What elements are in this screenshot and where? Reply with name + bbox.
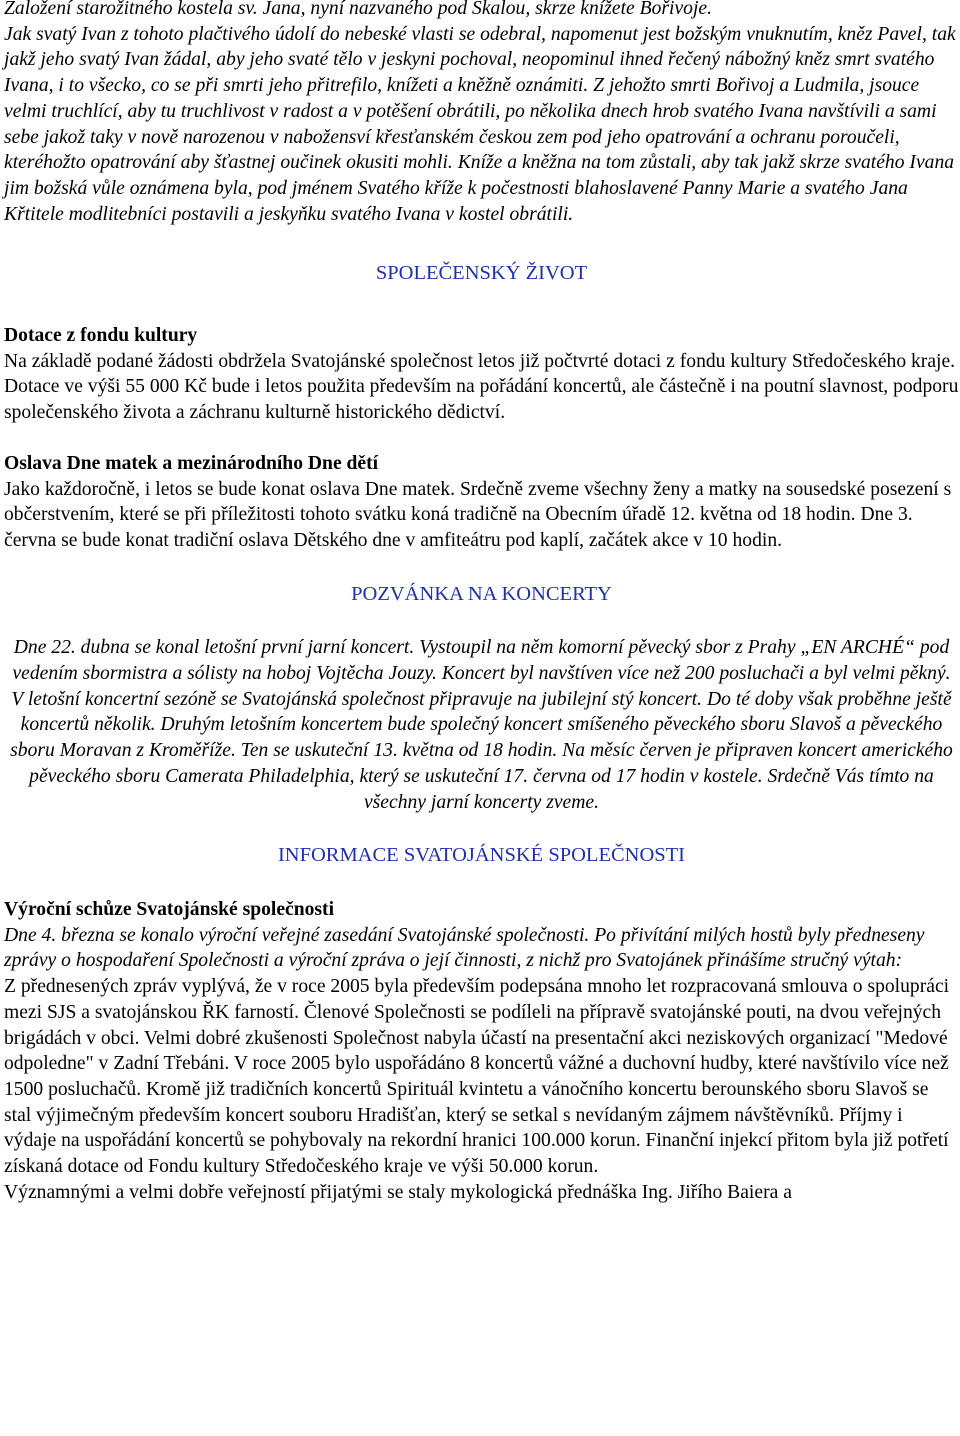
celebration-title: Oslava Dne matek a mezinárodního Dne dětí <box>4 452 379 474</box>
meeting-report: Z přednesených zpráv vyplývá, že v roce 2005 byla především podepsána mnoho let rozpracovaná smlouva o spolupráci mezi SJS a svatojánskou ŘK farností. Členové Společnosti se podíleli na přípravě svatojánské pouti, na dvou veřejných brigádách v obci. Velmi dobré zkušenosti Společnost nabyla účastí na presentační akci neziskových organizací "Medové odpoledne" v Zadní Třebáni. V roce 2005 bylo uspořádáno 8 koncertů vážné a duchovní hudby, které navštívilo více než 1500 posluchačů. Kromě již tradičních koncertů Spirituál kvintetu a vánočního koncertu berounského sboru Slavoš se stal výjimečným především koncert souboru Hradišťan, který se setkal s nevídaným zájmem návštěvníků. Příjmy i výdaje na uspořádání koncertů se pohybovaly na rekordní hranici 100.000 korun. Finanční injekcí přitom byla již potřetí získaná dotace od Fondu kultury Středočeského kraje ve výši 50.000 korun. <box>4 976 950 1178</box>
concerts-paragraph-2: V letošní koncertní sezóně se Svatojánská společnost připravuje na jubilejní stý koncert. Do té doby však proběhne ještě koncertů několik. Druhým letošním koncertem bude společný koncert smíšeného pěveckého sboru Slavoš a pěveckého sboru Moravan z Kroměříže. Ten se uskuteční 13. května od 18 hodin. Na měsíc červen je připraven koncert amerického pěveckého sboru Camerata Philadelphia, který se uskuteční 17. června od 17 hodin v kostele. Srdečně Vás tímto na všechny jarní koncerty zveme. <box>10 688 953 813</box>
grant-text: Na základě podané žádosti obdržela Svatojánské společnost letos již počtvrté dotaci z fondu kultury Středočeského kraje. Dotace ve výši 55 000 Kč bude i letos použita především na pořádání koncertů, ale částečně i na poutní slavnost, podporu společenského života a záchranu kulturně historického dědictví. <box>4 350 959 424</box>
intro-section <box>4 0 959 227</box>
celebration-text: Jako každoročně, i letos se bude konat oslava Dne matek. Srdečně zveme všechny ženy a matky na sousedské posezení s občerstvením, které se při příležitosti tohoto svátku koná tradičně na Obecním úřadě 12. května od 18 hodin. Dne 3. června se bude konat tradiční oslava Dětského dne v amfiteátru pod kaplí, začátek akce v 10 hodin. <box>4 478 952 551</box>
document-page <box>4 0 959 1205</box>
grant-title: Dotace z fondu kultury <box>4 325 198 347</box>
heading-social-life: SPOLEČENSKÝ ŽIVOT <box>375 262 588 285</box>
intro-paragraph <box>4 22 959 228</box>
intro-text-3: Kníže a kněžna na tom zůstali, aby tak jakž skrze svatého Ivana jim božská vůle oznámena byla, pod jménem Svatého kříže k počestnosti blahoslavené Panny Marie a svatého Jana Křtitele modlitebníci postavili a jeskyňku svatého Ivana v kostel obrátili. <box>4 152 955 225</box>
concerts-paragraph-1: Dne 22. dubna se konal letošní první jarní koncert. Vystoupil na něm komorní pěvecký sbor z Prahy „EN ARCHÉ“ pod vedením sbormistra a sólisty na hoboj Vojtěcha Jouzy. Koncert byl navštíven více než 200 posluchači a byl velmi pěkný. <box>12 637 951 685</box>
intro-title-line: Založení starožitného kostela sv. Jana, nyní nazvaného pod Skalou, skrze knížete Bořivoje. <box>4 0 712 19</box>
intro-text-2: Z jehožto smrti Bořivoj a Ludmila, jsouce velmi truchlící, aby tu truchlivost v radost a v potěšení obrátili, po několika dnech hrob svatého Ivana navštívili a sami sebe jakož taky v nově narozenou v nabožensví křesťanském českou zem pod jeho opatrování a ochranu poroučeli, kteréhožto opatrování aby šťastnej oučinek okusiti mohli. <box>4 75 937 174</box>
meeting-intro: Dne 4. března se konalo výroční veřejné zasedání Svatojánské společnosti. Po přivítání milých hostů byly předneseny zprávy o hospodaření Společnosti a výroční zpráva o její činnosti, z nichž pro Svatojánek přinášíme stručný výtah: <box>4 924 925 972</box>
last-line: Významnými a velmi dobře veřejností přijatými se staly mykologická přednáška Ing. Jiřího Baiera a <box>4 1181 792 1203</box>
intro-italic-text: Jak svatý Ivan z tohoto plačtivého údolí do nebeské vlasti se odebral, napomenut jest božským vnuknutím, kněz Pavel, tak jakž jeho svatý Ivan žádal, aby jeho svaté tělo v jeskyni pochoval, neopominul ihned řečený nábožný kněz smrt svatého Ivana, i to všecko, co se při smrti jeho přitrefilo, knížeti a kněžně oznámiti. <box>4 23 956 97</box>
heading-info: INFORMACE SVATOJÁNSKÉ SPOLEČNOSTI <box>277 844 686 867</box>
heading-concerts: POZVÁNKA NA KONCERTY <box>351 582 612 605</box>
meeting-title: Výroční schůze Svatojánské společnosti <box>4 898 335 920</box>
